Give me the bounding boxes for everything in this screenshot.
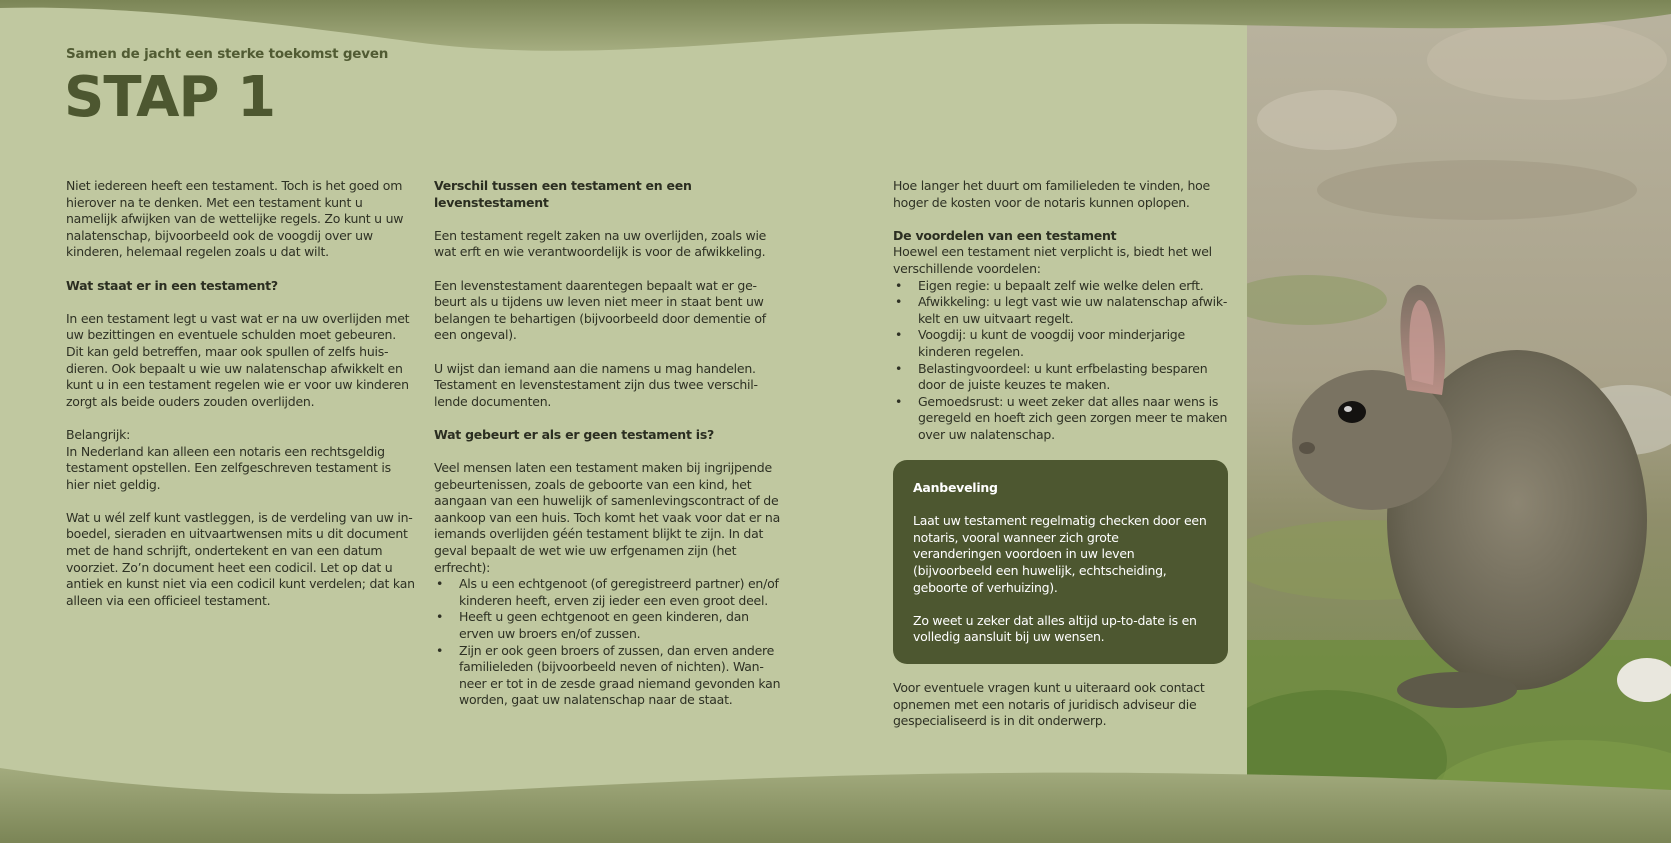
benefits-list [893, 278, 1228, 444]
list-item: • Heeft u geen echtgenoot en geen kinderen, dan erven uw broers en/of zussen. [434, 609, 784, 642]
paragraph: In een testament legt u vast wat er na uw overlijden met uw bezittingen en eventuele schulden moet gebeuren. Dit kan geld betreffen, maar ook spullen of zelfs huisdieren. Ook bepaalt u wie uw nalatenschap afwikkelt en kunt u in een testament regelen wie er voor uw kinderen zorgt als beide ouders zouden overlijden. [66, 310, 410, 409]
important-label: Belangrijk: [66, 426, 131, 442]
list-item: • Eigen regie: u bepaalt zelf wie welke delen erft. [893, 278, 1228, 295]
paragraph: Hoe langer het duurt om familieleden te vinden, hoe hoger de kosten voor de notaris kunnen oplopen. [893, 178, 1210, 210]
important-note [66, 427, 416, 493]
inheritance-list [434, 576, 784, 709]
paragraph: Veel mensen laten een testament maken bij ingrijpende gebeurtenissen, zoals de geboorte van een kind, het aangaan van een huwelijk of samenlevingscontract of de aankoop van een huis. Toch komt het vaak voor dat er na iemands overlijden géén testament blijkt te zijn. In dat geval bepaalt de wet wie uw erfgenamen zijn (het erfrecht): [434, 460, 780, 575]
list-item: • Zijn er ook geen broers of zussen, dan erven andere familieleden (bijvoorbeeld neven of nichten). Wanneer er tot in de zesde graad niemand gevonden kan worden, gaat uw nalatenschap naar de staat. [434, 643, 784, 709]
paragraph: Hoewel een testament niet verplicht is, biedt het wel verschillende voordelen: [893, 244, 1212, 276]
recommendation-text: Zo weet u zeker dat alles altijd up-to-date is en volledig aansluit bij uw wensen. [913, 612, 1197, 645]
paragraph: Wat u wél zelf kunt vastleggen, is de verdeling van uw inboedel, sieraden en uitvaartwensen mits u dit document met de hand schrijft, ondertekent en van een datum voorziet. Zo’n document heet een codicil. Let op dat u antiek en kunst niet via een codicil kunt verdelen; dat kan alleen via een officieel testament. [66, 509, 415, 608]
list-item: • Als u een echtgenoot (of geregistreerd partner) en/of kinderen heeft, erven zij ieder een even groot deel. [434, 576, 784, 609]
column-2 [434, 178, 784, 726]
paragraph: U wijst dan iemand aan die namens u mag handelen. Testament en levenstestament zijn dus twee verschillende documenten. [434, 360, 759, 409]
paragraph: Een testament regelt zaken na uw overlijden, zoals wie wat erft en wie verantwoordelijk is voor de afwikkeling. [434, 227, 767, 260]
recommendation-box [893, 460, 1228, 664]
list-item: • Belastingvoordeel: u kunt erfbelasting besparen door de juiste keuzes te maken. [893, 361, 1228, 394]
list-item: • Afwikkeling: u legt vast wie uw nalatenschap afwikkelt en uw uitvaart regelt. [893, 294, 1228, 327]
important-text: In Nederland kan alleen een notaris een rechtsgeldig testament opstellen. Een zelfgeschreven testament is hier niet geldig. [66, 443, 391, 492]
column-1 [66, 178, 416, 626]
page-title: STAP 1 [64, 65, 276, 130]
recommendation-text: Laat uw testament regelmatig checken door een notaris, vooral wanneer zich grote veranderingen voordoen in uw leven (bijvoorbeeld een huwelijk, echtscheiding, geboorte of verhuizing). [913, 513, 1207, 595]
list-item: • Gemoedsrust: u weet zeker dat alles naar wens is geregeld en hoeft zich geen zorgen meer te maken over uw nalatenschap. [893, 394, 1228, 444]
recommendation-title: Aanbeveling [913, 480, 998, 496]
kicker-text: Samen de jacht een sterke toekomst geven [66, 46, 389, 62]
section-heading: Wat staat er in een testament? [66, 277, 278, 293]
list-item: • Voogdij: u kunt de voogdij voor minderjarige kinderen regelen. [893, 327, 1228, 360]
section-heading: Verschil tussen een testament en een levenstestament [434, 178, 692, 210]
column-3 [893, 178, 1228, 746]
section-heading: De voordelen van een testament [893, 227, 1117, 243]
paragraph: Een levenstestament daarentegen bepaalt wat er gebeurt als u tijdens uw leven niet meer in staat bent uw belangen te behartigen (bijvoorbeeld door dementie of een ongeval). [434, 277, 766, 343]
intro-paragraph: Niet iedereen heeft een testament. Toch is het goed om hierover na te denken. Met een testament kunt u namelijk afwijken van de wettelijke regels. Zo kunt u uw nalatenschap, bijvoorbeeld ook de voogdij over uw kinderen, helemaal regelen zoals u dat wilt. [66, 178, 404, 260]
closing-paragraph: Voor eventuele vragen kunt u uiteraard ook contact opnemen met een notaris of juridisch adviseur die gespecialiseerd is in dit onderwerp. [893, 680, 1205, 729]
section-heading: Wat gebeurt er als er geen testament is? [434, 426, 715, 442]
